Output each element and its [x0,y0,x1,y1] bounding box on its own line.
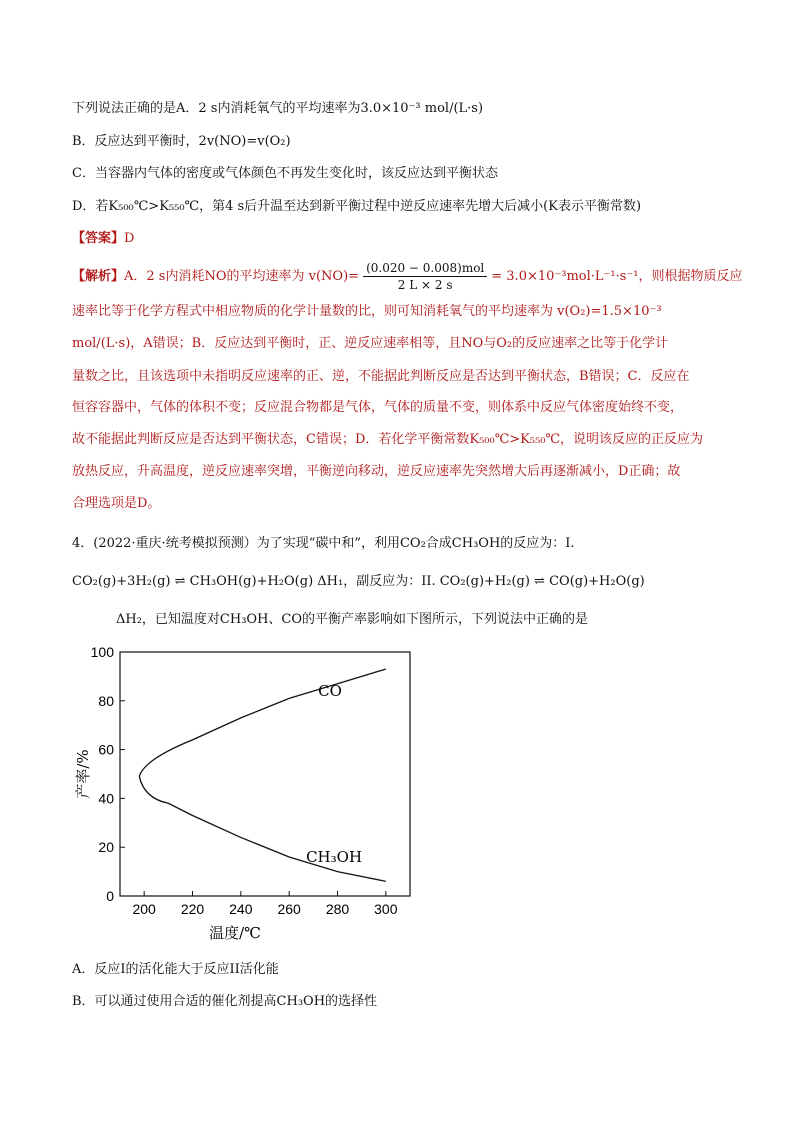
option-4b: B．可以通过使用合适的催化剂提高CH₃OH的选择性 [72,994,378,1009]
series-label-co: CO [318,681,342,700]
series-label-ch3oh: CH₃OH [306,847,363,866]
answer-label: 【答案】 [72,231,125,246]
option-4a: A．反应I的活化能大于反应II活化能 [72,962,279,977]
answer-value: D [124,231,135,246]
analysis-line-3: mol/(L·s)，A错误；B．反应达到平衡时，正、逆反应速率相等，且NO与O₂的反应速率之比等于化学计 [72,336,669,351]
y-tick-label: 20 [98,839,114,856]
question-4-equations: CO₂(g)+3H₂(g) ⇌ CH₃OH(g)+H₂O(g) ΔH₁，副反应为：II. CO₂(g)+H₂(g) ⇌ CO(g)+H₂O(g) [72,574,645,589]
x-tick-label: 220 [180,901,205,917]
x-tick-label: 200 [132,901,156,917]
analysis-line-7: 放热反应，升高温度，逆反应速率突增，平衡逆向移动，逆反应速率先突然增大后再逐渐减小，D正确；故 [72,464,681,479]
option-b-line: B．反应达到平衡时，2v(NO)=v(O₂) [72,134,291,149]
option-c-line: C．当容器内气体的密度或气体颜色不再发生变化时，该反应达到平衡状态 [72,166,498,181]
x-axis-label: 温度/℃ [209,924,261,942]
analysis-line-4: 量数之比，且该选项中未指明反应速率的正、逆，不能据此判断反应是否达到平衡状态，B错误；C．反应在 [72,369,690,384]
analysis-line-1 [72,260,743,293]
analysis-line-8: 合理选项是D。 [72,496,161,511]
option-d-line: D．若K₅₀₀℃>K₅₅₀℃，第4 s后升温至达到新平衡过程中逆反应速率先增大后减小(K表示平衡常数) [72,199,642,214]
analysis-line-5: 恒容容器中，气体的体积不变；反应混合物都是气体，气体的质量不变，则体系中反应气体密度始终不变， [72,400,684,415]
analysis-line-6: 故不能据此判断反应是否达到平衡状态，C错误；D．若化学平衡常数K₅₀₀℃>K₅₅₀℃，说明该反应的正反应为 [72,432,704,447]
x-tick-label: 240 [229,901,253,917]
x-tick-label: 260 [277,901,301,917]
answer-line [72,229,134,249]
y-tick-label: 60 [98,741,114,758]
analysis-label: 【解析】 [72,269,125,284]
analysis-a1-post: = 3.0×10⁻³mol·L⁻¹·s⁻¹，则根据物质反应 [491,269,743,284]
x-tick-label: 300 [374,901,398,917]
fraction-denominator: 2 L × 2 s [397,278,453,292]
fraction-numerator: (0.020 − 0.008)mol [363,260,487,277]
series-line-co [139,669,386,776]
analysis-a1-pre: A．2 s内消耗NO的平均速率为 v(NO)= [124,269,360,284]
y-tick-label: 40 [98,790,114,807]
yield-chart [70,640,430,950]
question-4-equation-cont: ΔH₂，已知温度对CH₃OH、CO的平衡产率影响如下图所示，下列说法中正确的是 [116,612,589,627]
option-a-line: 下列说法正确的是A．2 s内消耗氧气的平均速率为3.0×10⁻³ mol/(L·s) [72,101,484,116]
y-tick-label: 80 [98,692,114,709]
analysis-line-2: 速率比等于化学方程式中相应物质的化学计量数的比，则可知消耗氧气的平均速率为 v(O₂)=1.5×10⁻³ [72,304,662,319]
x-tick-label: 280 [325,901,350,917]
y-tick-label: 100 [90,644,114,660]
y-tick-label: 0 [106,888,114,904]
plot-frame [120,652,410,896]
question-4-stem: 4．(2022·重庆·统考模拟预测）为了实现“碳中和”，利用CO₂合成CH₃OH的反应为：I. [72,536,575,551]
y-axis-label: 产率/% [74,749,92,799]
rate-fraction [363,260,487,293]
